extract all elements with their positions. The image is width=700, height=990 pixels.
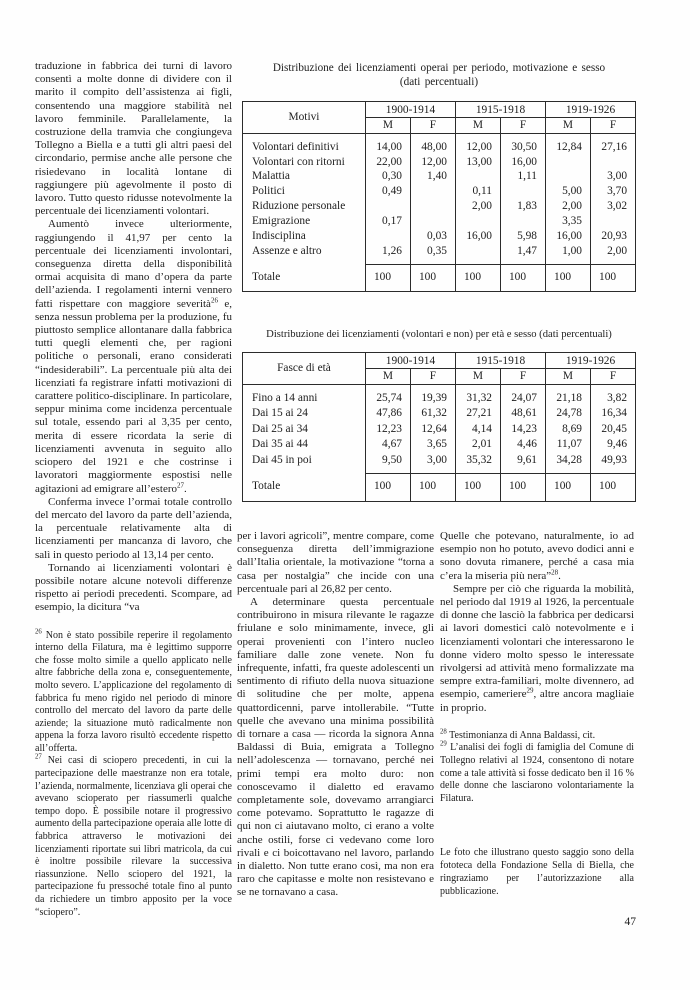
- cell: 9,46: [591, 437, 636, 453]
- cell: 0,49: [365, 184, 410, 199]
- paragraph: traduzione in fabbrica dei turni di lavoro consentì a molte donne di dividere con il marito il compito dell’assistenza ai figli, consentendo una maggiore stabilità nel lavoro femminile. Parallelamente, la costruzione della tramvia che congiungeva Tollegno a Biella e a tutti gli altri paesi del circondario, permise anche alle persone che risiedevano in località lontane di raggiungere più agevolmente il posto di lavoro. Tutto questo ridusse notevolmente la percentuale dei licenziamenti volontari.: [35, 60, 232, 218]
- cell: 16,34: [591, 406, 636, 422]
- cell: 3,70: [591, 184, 636, 199]
- paragraph-text: Sempre per ciò che riguarda la mobilità, nel periodo dal 1919 al 1926, la percentuale di donne che lasciò la fabbrica per dedicarsi ai lavori domestici calò notevolmente e i licenziamenti volontari che interessarono le donne videro molto spesso le interessate rivolgersi ad attività meno formalizzate ma sempre extra-familiari, molte divennero, ad esempio, cameriere: [440, 582, 634, 701]
- footnotes-left: [35, 630, 232, 920]
- footnote-27: [35, 755, 232, 919]
- cell: 24,07: [500, 384, 545, 406]
- cell: 2,00: [591, 244, 636, 264]
- cell: 1,83: [500, 199, 545, 214]
- cell: 61,32: [410, 406, 455, 422]
- row-label: Fino a 14 anni: [251, 391, 318, 404]
- cell: 1,47: [500, 244, 545, 264]
- cell: 3,65: [410, 437, 455, 453]
- cell: 100: [410, 264, 455, 291]
- sex-header: M: [546, 117, 591, 133]
- table-row: [242, 384, 635, 406]
- sex-header: M: [546, 368, 591, 384]
- table-row: [242, 199, 635, 214]
- table-header-row: [242, 101, 635, 117]
- cell: [410, 214, 455, 229]
- period-header: 1900-1914: [365, 101, 455, 117]
- footnote-marker: 26: [35, 628, 42, 636]
- cell: 2,00: [546, 199, 591, 214]
- cell: 8,69: [546, 422, 591, 438]
- cell: [365, 199, 410, 214]
- paragraph-text: Aumentò invece ulteriormente, raggiungendo il 41,97 per cento la percentuale dei licenziamenti involontari, conseguenza diretta della disponibilità ormai acquisita di mano d’opera da parte dell’azienda. I regolamenti interni vennero fatti rispettare con maggiore severità: [35, 218, 232, 310]
- cell: 16,00: [455, 229, 500, 244]
- cell: 34,28: [546, 453, 591, 474]
- table-header-row: [242, 352, 635, 368]
- cell: 27,21: [455, 406, 500, 422]
- middle-text-column: [237, 530, 434, 900]
- cell: 100: [546, 264, 591, 291]
- footnote-ref-29: 29: [526, 686, 534, 695]
- cell: 9,50: [365, 453, 410, 474]
- row-label: Dai 35 ai 44: [251, 438, 308, 451]
- cell: 100: [455, 264, 500, 291]
- table-row: [242, 229, 635, 244]
- cell: [591, 214, 636, 229]
- tables-area: [239, 62, 639, 502]
- cell: 2,00: [455, 199, 500, 214]
- cell: 30,50: [500, 133, 545, 154]
- row-label: Dai 25 ai 34: [251, 422, 308, 435]
- page-number: 47: [624, 916, 636, 928]
- table-row: [242, 184, 635, 199]
- row-label: Riduzione personale: [251, 200, 346, 213]
- cell: 49,93: [591, 453, 636, 474]
- cell: [365, 229, 410, 244]
- footnote-28: [440, 730, 634, 743]
- sex-header: M: [365, 117, 410, 133]
- cell: 16,00: [500, 155, 545, 170]
- row-label: Indisciplina: [251, 230, 306, 243]
- cell: 9,61: [500, 453, 545, 474]
- cell: 14,00: [365, 133, 410, 154]
- cell: 100: [591, 474, 636, 502]
- cell: [455, 244, 500, 264]
- cell: 11,07: [546, 437, 591, 453]
- cell: 100: [455, 474, 500, 502]
- row-label: Volontari definitivi: [251, 140, 339, 153]
- sex-header: F: [410, 368, 455, 384]
- cell: 4,14: [455, 422, 500, 438]
- cell: 12,00: [410, 155, 455, 170]
- cell: 48,00: [410, 133, 455, 154]
- cell: 1,11: [500, 169, 545, 184]
- cell: 0,30: [365, 169, 410, 184]
- cell: 21,18: [546, 384, 591, 406]
- paragraph-text: Quelle che potevano, naturalmente, io ad esempio non ho potuto, avevo dodici anni e sono dovuta rimanere, perché a casa mia c’era la miseria più nera”: [440, 530, 634, 582]
- cell: 12,84: [546, 133, 591, 154]
- cell: 3,02: [591, 199, 636, 214]
- table-total-row: [242, 264, 635, 291]
- table-row: [242, 437, 635, 453]
- paragraph: A determinare questa percentuale contribuirono in misura rilevante le ragazze friulane e solo minimamente, invece, gli operai provenienti con l’intero nucleo familiare dalle zone venete. Non fu infrequente, infatti, fra queste adolescenti un sentimento di rifiuto della nuova situazione di solitudine che per molte, appena quattordicenni, parve intollerabile. “Tutte quelle che avevano una minima possibilità di tornare a casa — ricorda la signora Anna Baldassi di Buia, emigrata a Tollegno nell’adolescenza — tornavano, perché nei primi tempi era molto duro: non conoscevamo il dialetto ed eravamo completamente sole, dovevamo arrangiarci come potevamo. Soprattutto le ragazze di qui non ci aiutavano molto, ci erano a volte anche ostili, forse ci vedevano come loro rivali e ci boicottavano nel lavoro, parlando in dialetto. Non tutte erano così, ma non era raro che capitasse e molte non resistevano e se ne tornavano a casa.: [237, 596, 434, 899]
- paragraph-text: .: [558, 569, 561, 582]
- table-total-row: [242, 474, 635, 502]
- paragraph-text: .: [184, 482, 187, 495]
- footnote-ref-27: 27: [177, 480, 185, 489]
- footnote-marker: 27: [35, 754, 42, 762]
- cell: 31,32: [455, 384, 500, 406]
- right-text-column: [440, 530, 634, 899]
- sex-header: F: [500, 368, 545, 384]
- cell: 0,03: [410, 229, 455, 244]
- cell: 100: [546, 474, 591, 502]
- paragraph-text: e, senza nessun problema per la produzione, fu piuttosto semplice allontanare dalla fabbrica tutti quegli elementi che, per ragioni politiche o personali, erano considerati “indesiderabili”. La percentuale più alta dei licenziati fa registrare infatti motivazioni di carattere politico-disciplinare. In particolare, seppur minima come incidenza percentuale sul totale, essendo pari al 3,35 per cento, merita di essere ricordata la serie di licenziamenti avvenuta in seguito allo sciopero del 1921 e che costrinse i lavoratori maggiormente espostisi nelle agitazioni ad emigrare all’estero: [35, 297, 232, 495]
- period-header: 1919-1926: [546, 352, 636, 368]
- row-label: Emigrazione: [251, 215, 311, 228]
- paragraph: per i lavori agricoli”, mentre compare, come conseguenza diretta dell’immigrazione dall’Italia orientale, la motivazione “torna a casa per nostalgia” che incide con una percentuale pari al 26,82 per cento.: [237, 530, 434, 595]
- cell: 0,11: [455, 184, 500, 199]
- footnote-text: L’analisi dei fogli di famiglia del Comune di Tollegno relativi al 1924, consentono di notare come a tale attività si fosse dedicato ben il 16 % delle donne che lasciarono volontariamente la Filatura.: [440, 742, 634, 804]
- cell: 1,00: [546, 244, 591, 264]
- table1-title: [239, 62, 639, 90]
- cell: 3,82: [591, 384, 636, 406]
- cell: [455, 214, 500, 229]
- table-row: [242, 155, 635, 170]
- row-label: Totale: [251, 270, 281, 283]
- cell: 12,64: [410, 422, 455, 438]
- row-label: Malattia: [251, 170, 290, 183]
- table1-title-line1: Distribuzione dei licenziamenti operai per periodo, motivazione e sesso: [272, 62, 606, 74]
- footnote-marker: 28: [440, 728, 447, 736]
- cell: 100: [500, 474, 545, 502]
- cell: 3,35: [546, 214, 591, 229]
- cell: 25,74: [365, 384, 410, 406]
- sex-header: F: [410, 117, 455, 133]
- table-row: [242, 422, 635, 438]
- cell: 100: [365, 264, 410, 291]
- paragraph: [440, 530, 634, 583]
- table1-title-line2: (dati percentuali): [399, 75, 479, 88]
- sex-header: F: [591, 117, 636, 133]
- cell: 20,45: [591, 422, 636, 438]
- cell: 35,32: [455, 453, 500, 474]
- sex-header: F: [500, 117, 545, 133]
- column-header-motivi: Motivi: [242, 101, 365, 133]
- cell: 3,00: [410, 453, 455, 474]
- paragraph: [440, 583, 634, 715]
- cell: 3,00: [591, 169, 636, 184]
- paragraph: Tornando ai licenziamenti volontari è possibile notare alcune notevoli differenze rispetto ai periodi precedenti. Scompare, ad esempio, la dicitura “va: [35, 561, 232, 614]
- cell: [410, 184, 455, 199]
- row-label: Totale: [251, 480, 281, 492]
- cell: 5,00: [546, 184, 591, 199]
- cell: [546, 155, 591, 170]
- cell: 0,35: [410, 244, 455, 264]
- cell: 48,61: [500, 406, 545, 422]
- row-label: Dai 15 ai 24: [251, 407, 308, 420]
- cell: 1,26: [365, 244, 410, 264]
- cell: 5,98: [500, 229, 545, 244]
- cell: 20,93: [591, 229, 636, 244]
- cell: 27,16: [591, 133, 636, 154]
- cell: [455, 169, 500, 184]
- footnote-text: Nei casi di sciopero precedenti, in cui la partecipazione delle maestranze non era totale, l’azienda, normalmente, licenziava gli operai che avevano scioperato per riassumerli qualche tempo dopo. È possibile notare il progressivo aumento della partecipazione operaia alle lotte di fabbrica attraverso le motivazioni dei licenziamenti riportate sui libri matricola, da cui è inoltre possibile rilevare la successiva riassunzione. Nello sciopero del 1921, la partecipazione fu pressoché totale fino al punto da richiedere un timbro apposito per la voce “sciopero”.: [35, 755, 232, 918]
- footnote-26: [35, 630, 232, 756]
- column-header-fasce: Fasce di età: [242, 352, 365, 384]
- period-header: 1900-1914: [365, 352, 455, 368]
- cell: 14,23: [500, 422, 545, 438]
- cell: 100: [591, 264, 636, 291]
- footnote-text: Non è stato possibile reperire il regolamento interno della Filatura, ma è legittimo supporre che fosse molto simile a quello applicato nelle altre fabbriche della zona e, conseguentemente, molto severo. L’applicazione del regolamento di fabbrica fu meno rigido nel periodo di minore controllo del mercato del lavoro da parte delle aziende; la situazione mutò radicalmente non appena la forza lavoro risultò eccedente rispetto all’offerta.: [35, 629, 233, 754]
- cell: 12,00: [455, 133, 500, 154]
- cell: 24,78: [546, 406, 591, 422]
- cell: 1,40: [410, 169, 455, 184]
- period-header: 1915-1918: [455, 101, 545, 117]
- table-row: [242, 453, 635, 474]
- footnote-text: Testimonianza di Anna Baldassi, cit.: [449, 729, 596, 741]
- footnote-29: [440, 742, 634, 805]
- footnote-marker: 29: [440, 741, 447, 749]
- left-text-column: [35, 60, 232, 919]
- sex-header: M: [455, 117, 500, 133]
- cell: 22,00: [365, 155, 410, 170]
- cell: [591, 155, 636, 170]
- row-label: Politici: [251, 185, 285, 198]
- cell: [500, 214, 545, 229]
- table-licenziamenti-per-eta: [242, 352, 636, 502]
- cell: 4,67: [365, 437, 410, 453]
- table-row: [242, 406, 635, 422]
- cell: 4,46: [500, 437, 545, 453]
- cell: 100: [410, 474, 455, 502]
- cell: 0,17: [365, 214, 410, 229]
- sex-header: M: [455, 368, 500, 384]
- paragraph: Conferma invece l’ormai totale controllo del mercato del lavoro da parte dell’azienda, la percentuale relativamente alta di licenziamenti per mancanza di lavoro, che salì in questo periodo al 13,14 per cento.: [35, 495, 232, 561]
- footnote-ref-26: 26: [210, 296, 218, 304]
- cell: 100: [365, 474, 410, 502]
- paragraph-text: , altre ancora magliaie in proprio.: [440, 688, 634, 714]
- period-header: 1915-1918: [455, 352, 545, 368]
- sex-header: F: [591, 368, 636, 384]
- footnotes-right: [440, 730, 634, 806]
- table-licenziamenti-per-motivazione: [242, 101, 636, 292]
- paragraph: [35, 218, 232, 495]
- sex-header: M: [365, 368, 410, 384]
- row-label: Dai 45 in poi: [251, 454, 312, 466]
- cell: 2,01: [455, 437, 500, 453]
- cell: 19,39: [410, 384, 455, 406]
- photo-credit: Le foto che illustrano questo saggio sono della fototeca della Fondazione Sella di Biella, che ringraziamo per l’autorizzazione alla pubblicazione.: [440, 847, 634, 897]
- table-row: [242, 244, 635, 264]
- cell: [546, 169, 591, 184]
- table-row: [242, 133, 635, 154]
- cell: [500, 184, 545, 199]
- cell: 13,00: [455, 155, 500, 170]
- cell: 47,86: [365, 406, 410, 422]
- table-row: [242, 214, 635, 229]
- period-header: 1919-1926: [546, 101, 636, 117]
- row-label: Assenze e altro: [251, 245, 322, 258]
- footnote-ref-28: 28: [551, 567, 559, 576]
- row-label: Volontari con ritorni: [251, 155, 345, 168]
- cell: [410, 199, 455, 214]
- cell: 100: [500, 264, 545, 291]
- cell: 12,23: [365, 422, 410, 438]
- cell: 16,00: [546, 229, 591, 244]
- table2-title: Distribuzione dei licenziamenti (volontari e non) per età e sesso (dati percentuali): [266, 328, 612, 340]
- table-row: [242, 169, 635, 184]
